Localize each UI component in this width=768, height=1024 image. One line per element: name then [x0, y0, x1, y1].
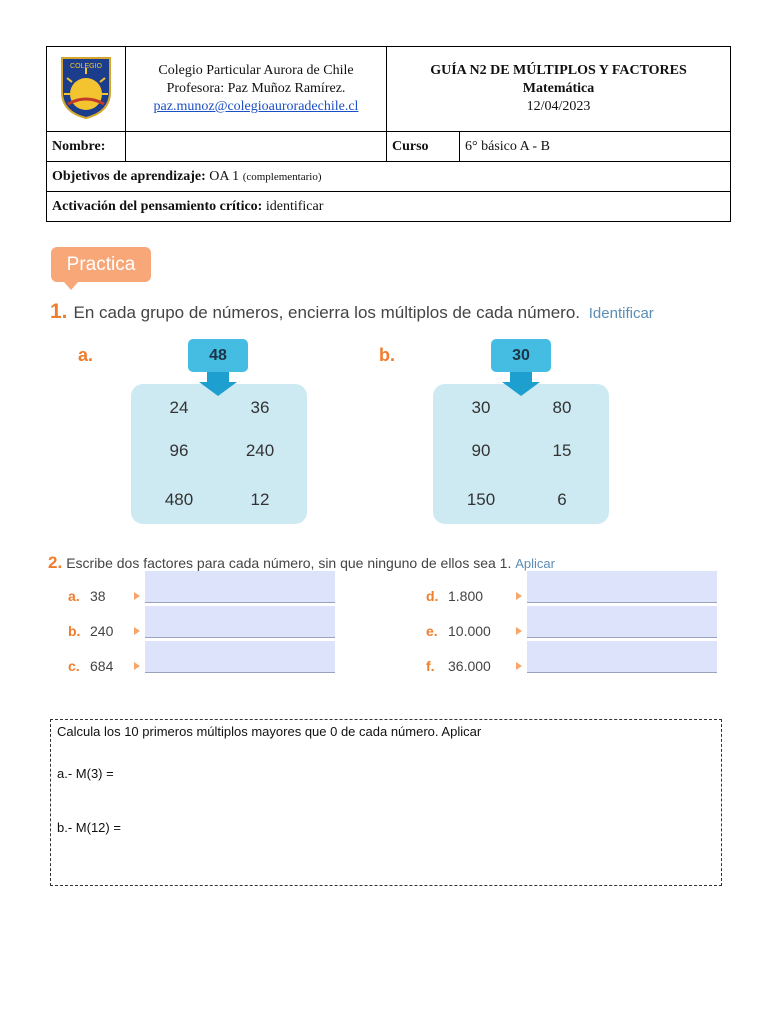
course-value: 6° básico A - B: [460, 132, 731, 162]
question-1-text: En cada grupo de números, encierra los múltiplos de cada número.: [73, 303, 581, 322]
calculation-item-b: b.- M(12) =: [57, 820, 121, 835]
teacher-email-link[interactable]: paz.munoz@colegioauroradechile.cl: [153, 99, 359, 114]
factor-item-label: e.: [426, 623, 438, 639]
name-field[interactable]: [126, 132, 387, 162]
factor-item-label: b.: [68, 623, 81, 639]
group-b-arrow-icon: [502, 382, 540, 396]
group-a-number[interactable]: 24: [169, 398, 189, 417]
activation-value: identificar: [265, 198, 324, 214]
question-2: [48, 553, 555, 573]
name-label: Nombre:: [47, 132, 126, 162]
triangle-right-icon: [134, 627, 140, 635]
group-a-number[interactable]: 12: [250, 490, 270, 509]
objectives-note: (complementario): [242, 170, 322, 183]
group-a-number[interactable]: 480: [164, 490, 194, 509]
objectives-row: [47, 162, 731, 192]
factor-item-label: f.: [426, 658, 435, 674]
factor-item-value: 36.000: [448, 658, 491, 674]
group-b-label: b.: [379, 345, 395, 365]
logo-text: COLEGIO: [70, 62, 102, 70]
factor-item: [68, 658, 113, 674]
school-logo-cell: [47, 47, 126, 132]
question-1-skill: Identificar: [588, 305, 654, 322]
factor-item: [426, 623, 491, 639]
factor-item-label: d.: [426, 588, 439, 604]
group-b-number[interactable]: 90: [471, 441, 491, 460]
subject: Matemática: [522, 81, 595, 96]
factor-answer-field[interactable]: [527, 606, 717, 638]
activation-row: [47, 192, 731, 222]
triangle-right-icon: [134, 592, 140, 600]
group-a-target: 48: [188, 339, 248, 372]
factor-item-value: 38: [90, 588, 106, 604]
objectives-label: Objetivos de aprendizaje:: [52, 168, 206, 184]
question-2-skill: Aplicar: [515, 556, 555, 571]
factor-item-label: c.: [68, 658, 80, 674]
group-a-number[interactable]: 36: [250, 398, 270, 417]
group-a-number[interactable]: 96: [169, 441, 189, 460]
triangle-right-icon: [516, 627, 522, 635]
factor-item: [68, 623, 113, 639]
factor-answer-field[interactable]: [145, 641, 335, 673]
group-a-arrow-icon: [199, 382, 237, 396]
guide-title: GUÍA N2 DE MÚLTIPLOS Y FACTORES: [430, 63, 687, 78]
group-a-label: a.: [78, 345, 94, 365]
calculation-box: [50, 719, 722, 886]
factor-item-value: 684: [90, 658, 114, 674]
course-label: Curso: [387, 132, 460, 162]
factor-item-label: a.: [68, 588, 80, 604]
factor-item: [426, 588, 483, 604]
group-b-number[interactable]: 15: [552, 441, 572, 460]
guide-date: 12/04/2023: [526, 99, 591, 114]
factor-answer-field[interactable]: [145, 571, 335, 603]
group-b-number[interactable]: 150: [466, 490, 496, 509]
factor-item-value: 240: [90, 623, 114, 639]
group-b-number[interactable]: 30: [471, 398, 491, 417]
factor-answer-field[interactable]: [527, 571, 717, 603]
question-1: [50, 300, 654, 324]
school-name: Colegio Particular Aurora de Chile: [158, 63, 354, 78]
header-table: [46, 46, 731, 222]
triangle-right-icon: [134, 662, 140, 670]
calculation-item-a: a.- M(3) =: [57, 766, 114, 781]
group-b-target: 30: [491, 339, 551, 372]
guide-title-cell: [387, 47, 731, 132]
group-b-number[interactable]: 80: [552, 398, 572, 417]
group-b-number[interactable]: 6: [557, 490, 567, 509]
factor-item: [426, 658, 491, 674]
calculation-title: Calcula los 10 primeros múltiplos mayores que 0 de cada número. Aplicar: [57, 724, 482, 739]
factor-item-value: 10.000: [448, 623, 491, 639]
activation-label: Activación del pensamiento crítico:: [52, 198, 263, 214]
question-2-text: Escribe dos factores para cada número, sin que ninguno de ellos sea 1.: [66, 555, 512, 571]
factor-answer-field[interactable]: [527, 641, 717, 673]
group-a-number[interactable]: 240: [245, 441, 275, 460]
objectives-value: OA 1: [209, 168, 240, 184]
factor-item-value: 1.800: [448, 588, 484, 604]
factor-answer-field[interactable]: [145, 606, 335, 638]
question-2-number: 2.: [48, 553, 63, 572]
question-1-number: 1.: [50, 300, 68, 323]
teacher-name: Profesora: Paz Muñoz Ramírez.: [166, 81, 346, 96]
factor-item: [68, 588, 106, 604]
practice-badge: Practica: [51, 247, 151, 282]
triangle-right-icon: [516, 592, 522, 600]
school-info-cell: [126, 47, 387, 132]
triangle-right-icon: [516, 662, 522, 670]
school-logo-icon: [58, 54, 114, 120]
practice-badge-tail: [64, 282, 78, 290]
